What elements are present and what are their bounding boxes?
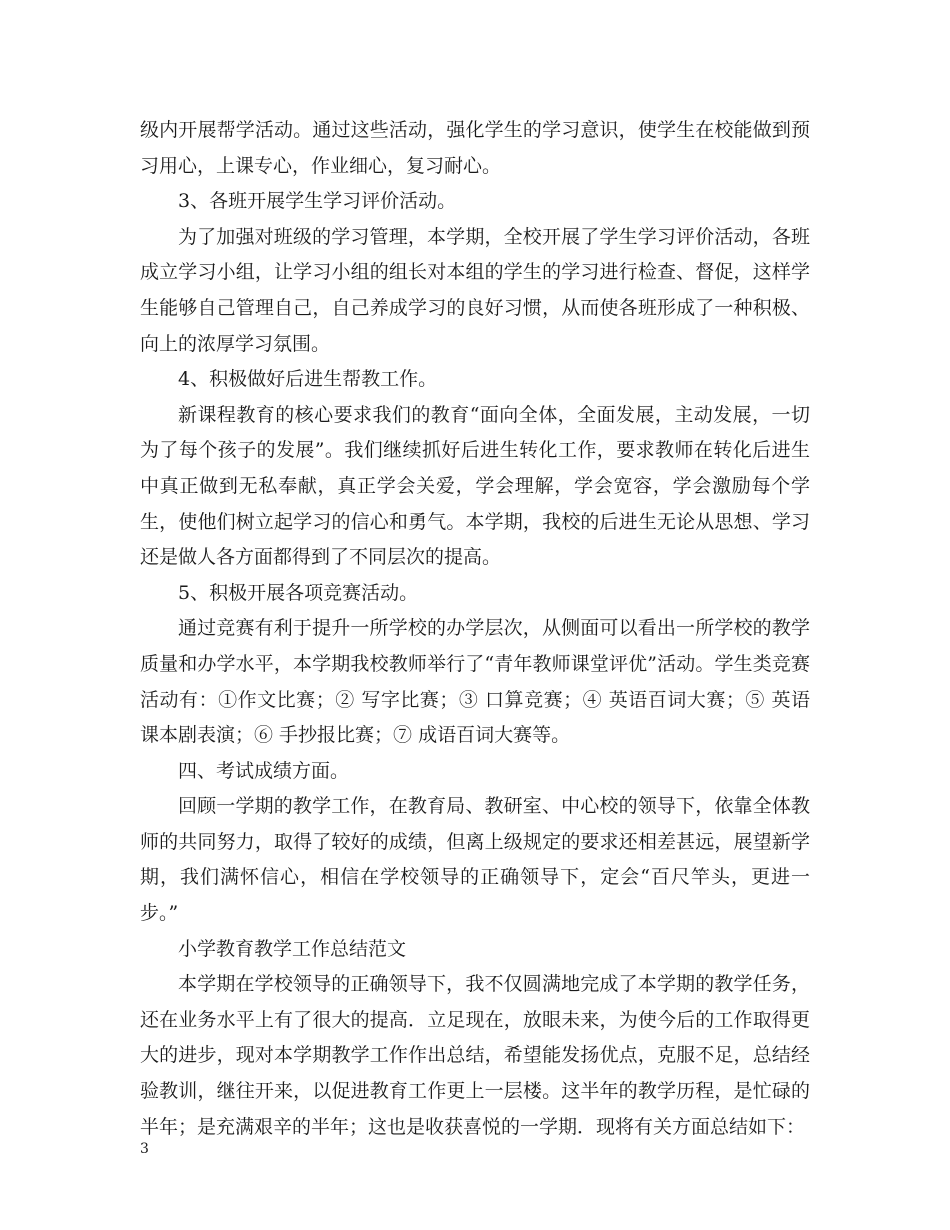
heading-item-3: 3、各班开展学生学习评价活动。	[178, 190, 457, 213]
paragraph-competitions: 通过竞赛有利于提升一所学校的办学层次，从侧面可以看出一所学校的教学质量和办学水平，本学期我校教师举行了“青年教师课堂评优”活动。学生类竞赛活动有：①作文比赛；② 写字比赛；③ 口算竞赛；④ 英语百词大赛；⑤ 英语课本剧表演；⑥ 手抄报比赛；⑦ 成语百词大赛等。	[140, 617, 810, 747]
paragraph-continuation: 级内开展帮学活动。通过这些活动，强化学生的学习意识，使学生在校能做到预习用心，上课专心，作业细心，复习耐心。	[140, 119, 810, 177]
document-body	[140, 113, 810, 1145]
paragraph-underachiever-support: 新课程教育的核心要求我们的教育“面向全体，全面发展，主动发展，一切为了每个孩子的发展”。我们继续抓好后进生转化工作，要求教师在转化后进生中真正做到无私奉献，真正学会关爱，学会理解，学会宽容，学会激励每个学生，使他们树立起学习的信心和勇气。本学期，我校的后进生无论从思想、学习还是做人各方面都得到了不同层次的提高。	[140, 403, 810, 569]
article-title: 小学教育教学工作总结范文	[178, 937, 407, 960]
paragraph-learning-evaluation: 为了加强对班级的学习管理，本学期，全校开展了学生学习评价活动，各班成立学习小组，让学习小组的组长对本组的学生的学习进行检查、督促，这样学生能够自己管理自己，自己养成学习的良好习惯，从而使各班形成了一种积极、向上的浓厚学习氛围。	[140, 225, 810, 355]
heading-item-4: 4、积极做好后进生帮教工作。	[178, 368, 438, 391]
paragraph-summary-intro: 本学期在学校领导的正确领导下，我不仅圆满地完成了本学期的教学任务，还在业务水平上有了很大的提高．立足现在，放眼未来，为使今后的工作取得更大的进步，现对本学期教学工作作出总结，希望能发扬优点，克服不足，总结经验教训，继往开来，以促进教育工作更上一层楼。这半年的教学历程，是忙碌的半年；是充满艰辛的半年；这也是收获喜悦的一学期．现将有关方面总结如下：	[140, 973, 810, 1138]
paragraph-exam-results: 回顾一学期的教学工作，在教育局、教研室、中心校的领导下，依靠全体教师的共同努力，取得了较好的成绩，但离上级规定的要求还相差甚远，展望新学期，我们满怀信心，相信在学校领导的正确领导下，定会“百尺竿头，更进一步。”	[140, 795, 810, 925]
page-number: 3	[140, 1141, 149, 1157]
heading-section-4: 四、考试成绩方面。	[178, 759, 350, 782]
heading-item-5: 5、积极开展各项竞赛活动。	[178, 581, 419, 604]
